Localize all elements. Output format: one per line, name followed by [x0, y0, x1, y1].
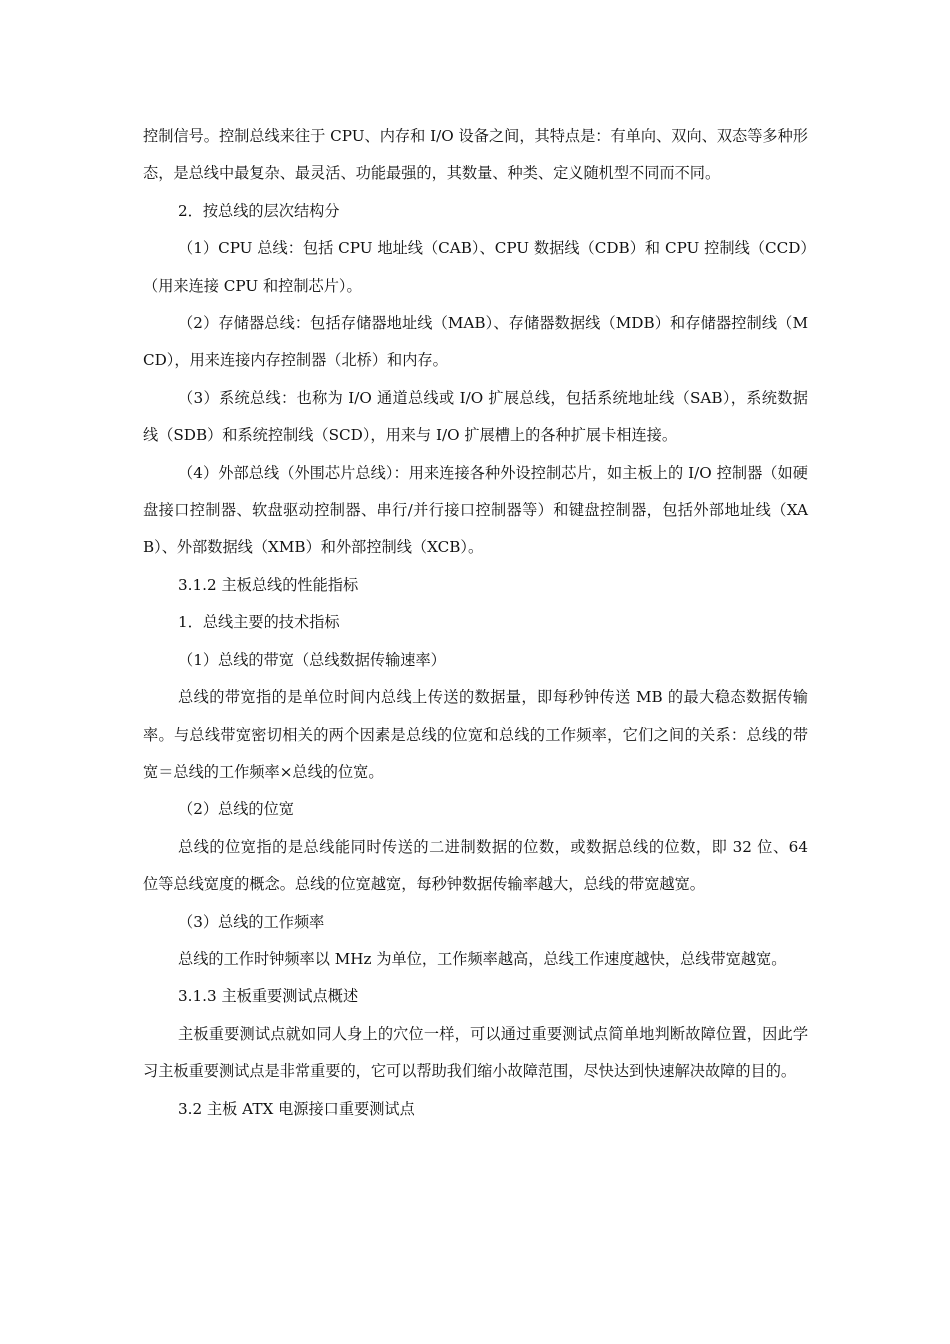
- paragraph-memory-bus: （2）存储器总线：包括存储器地址线（MAB）、存储器数据线（MDB）和存储器控制线（MCD），用来连接内存控制器（北桥）和内存。: [143, 314, 808, 370]
- paragraph-external-bus: （4）外部总线（外围芯片总线）：用来连接各种外设控制芯片，如主板上的 I/O 控制器（如硬盘接口控制器、软盘驱动控制器、串行/并行接口控制器等）和键盘控制器，包括外部地址线（XAB）、外部数据线（XMB）和外部控制线（XCB）。: [143, 463, 808, 557]
- document-page: [143, 118, 808, 1128]
- paragraph-frequency: 总线的工作时钟频率以 MHz 为单位，工作频率越高，总线工作速度越快，总线带宽越宽。: [178, 949, 787, 968]
- section-heading-3-1-2: 3.1.2 主板总线的性能指标: [178, 575, 359, 594]
- paragraph-system-bus: （3）系统总线：也称为 I/O 通道总线或 I/O 扩展总线，包括系统地址线（SAB），系统数据线（SDB）和系统控制线（SCD），用来与 I/O 扩展槽上的各种扩展卡相连接。: [143, 388, 808, 445]
- paragraph-test-points: 主板重要测试点就如同人身上的穴位一样，可以通过重要测试点简单地判断故障位置，因此学习主板重要测试点是非常重要的，它可以帮助我们缩小故障范围，尽快达到快速解决故障的目的。: [143, 1024, 808, 1081]
- heading-bandwidth: （1）总线的带宽（总线数据传输速率）: [178, 650, 446, 669]
- paragraph-control-bus: 控制信号。控制总线来往于 CPU、内存和 I/O 设备之间，其特点是：有单向、双向、双态等多种形态，是总线中最复杂、最灵活、功能最强的，其数量、种类、定义随机型不同而不同。: [143, 127, 808, 183]
- heading-bit-width: （2）总线的位宽: [178, 800, 294, 819]
- section-heading-3-2: 3.2 主板 ATX 电源接口重要测试点: [178, 1099, 415, 1118]
- heading-hierarchy: 2．按总线的层次结构分: [178, 201, 340, 220]
- section-heading-3-1-3: 3.1.3 主板重要测试点概述: [178, 987, 359, 1006]
- heading-tech-indicators: 1．总线主要的技术指标: [178, 613, 340, 632]
- paragraph-cpu-bus: （1）CPU 总线：包括 CPU 地址线（CAB）、CPU 数据线（CDB）和 CPU 控制线（CCD）（用来连接 CPU 和控制芯片）。: [143, 239, 808, 295]
- paragraph-bandwidth: 总线的带宽指的是单位时间内总线上传送的数据量，即每秒钟传送 MB 的最大稳态数据传输率。与总线带宽密切相关的两个因素是总线的位宽和总线的工作频率，它们之间的关系：总线的带宽＝总线的工作频率×总线的位宽。: [143, 688, 808, 781]
- heading-frequency: （3）总线的工作频率: [178, 912, 325, 931]
- paragraph-bit-width: 总线的位宽指的是总线能同时传送的二进制数据的位数，或数据总线的位数，即 32 位、64 位等总线宽度的概念。总线的位宽越宽，每秒钟数据传输率越大，总线的带宽越宽。: [143, 837, 808, 894]
